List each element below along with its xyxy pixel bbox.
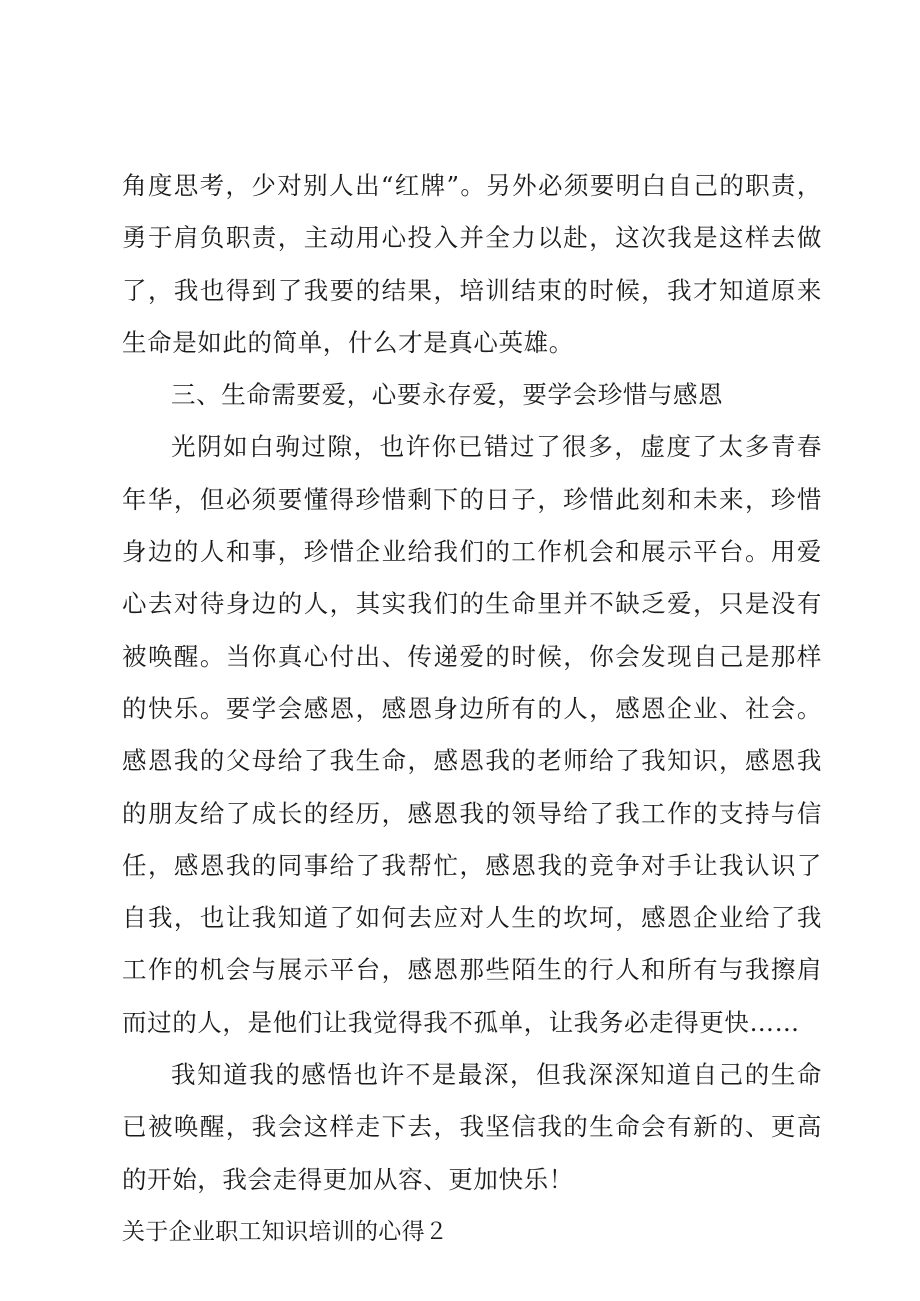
document-body: [122, 160, 822, 1258]
paragraph-conclusion: 我知道我的感悟也许不是最深，但我深深知道自己的生命已被唤醒，我会这样走下去，我坚信我的生命会有新的、更高的开始，我会走得更加从容、更加快乐！: [122, 1060, 822, 1194]
paragraph-continuation: 角度思考，少对别人出“红牌”。另外必须要明白自己的职责，勇于肩负职责，主动用心投入并全力以赴，这次我是这样去做了，我也得到了我要的结果，培训结束的时候，我才知道原来生命是如此的简单，什么才是真心英雄。: [122, 171, 822, 357]
paragraph-cherish-and-gratitude: 光阴如白驹过隙，也许你已错过了很多，虚度了太多青春年华，但必须要懂得珍惜剩下的日子，珍惜此刻和未来，珍惜身边的人和事，珍惜企业给我们的工作机会和展示平台。用爱心去对待身边的人，其实我们的生命里并不缺乏爱，只是没有被唤醒。当你真心付出、传递爱的时候，你会发现自己是那样的快乐。要学会感恩，感恩身边所有的人，感恩企业、社会。感恩我的父母给了我生命，感恩我的老师给了我知识，感恩我的朋友给了成长的经历，感恩我的领导给了我工作的支持与信任，感恩我的同事给了我帮忙，感恩我的竞争对手让我认识了自我，也让我知道了如何去应对人生的坎坷，感恩企业给了我工作的机会与展示平台，感恩那些陌生的行人和所有与我擦肩而过的人，是他们让我觉得我不孤单，让我务必走得更快……: [122, 432, 822, 1037]
section-heading: 三、生命需要爱，心要永存爱，要学会珍惜与感恩: [171, 380, 724, 410]
next-article-title: 关于企业职工知识培训的心得２: [122, 1218, 449, 1245]
